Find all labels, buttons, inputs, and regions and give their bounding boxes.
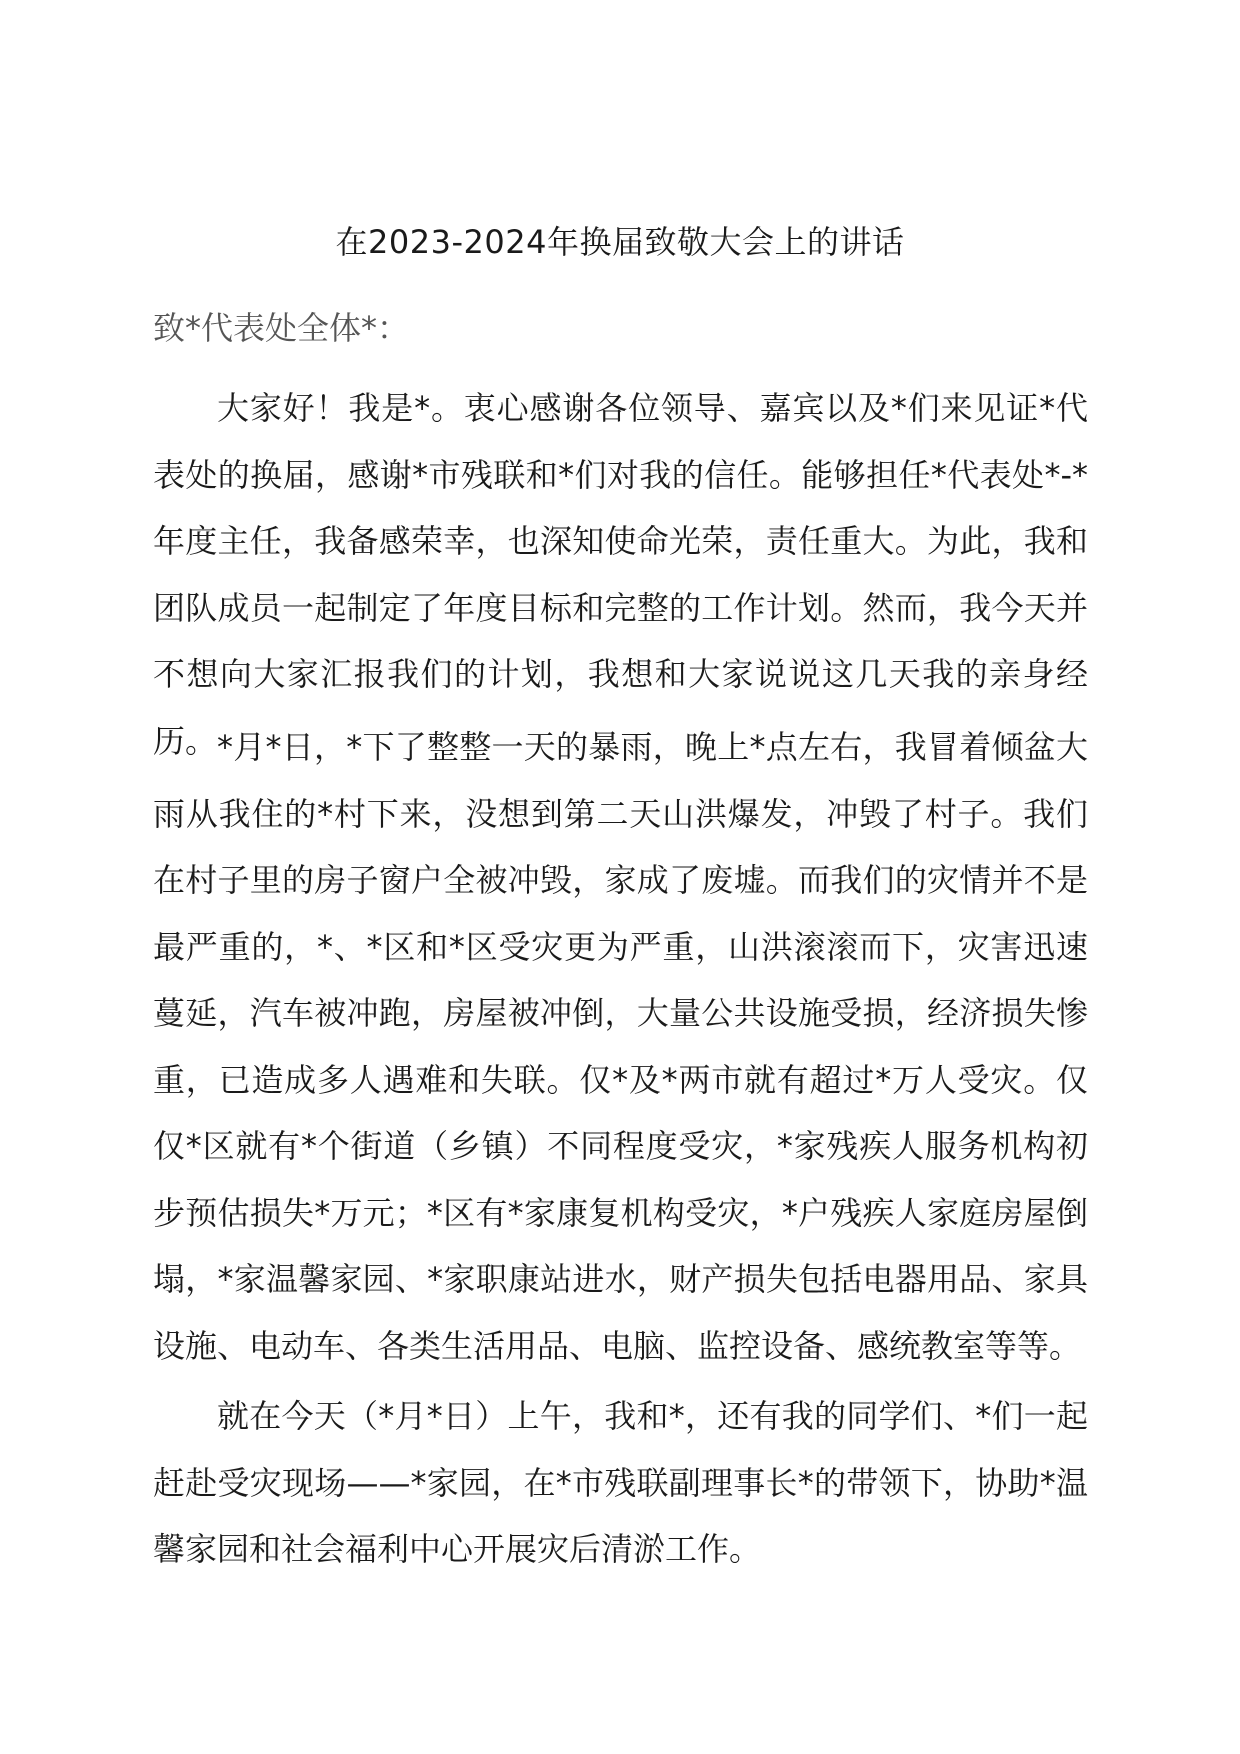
document-title: 在2023-2024年换届致敬大会上的讲话 xyxy=(335,223,905,261)
paragraph-today: 就在今天（*月*日）上午，我和*，还有我的同学们、*们一起赶赴受灾现场——*家园，在*市残联副理事长*的带领下，协助*温馨家园和社会福利中心开展灾后清淤工作。 xyxy=(153,1397,1088,1568)
salutation: 致*代表处全体*： xyxy=(153,309,410,347)
paragraph-intro: 大家好！我是*。衷心感谢各位领导、嘉宾以及*们来见证*代表处的换届，感谢*市残联和*们对我的信任。能够担任*代表处*-*年度主任，我备感荣幸，也深知使命光荣，责任重大。为此，我和团队成员一起制定了年度目标和完整的工作计划。然而，我今天并不想向大家汇报我们的计划，我想和大家说说这几天我的亲身经历。 xyxy=(153,389,1088,760)
paragraph-disaster: *月*日，*下了整整一天的暴雨，晚上*点左右，我冒着倾盆大雨从我住的*村下来，没想到第二天山洪爆发，冲毁了村子。我们在村子里的房子窗户全被冲毁，家成了废墟。而我们的灾情并不是最严重的，*、*区和*区受灾更为严重，山洪滚滚而下，灾害迅速蔓延，汽车被冲跑，房屋被冲倒，大量公共设施受损，经济损失惨重，已造成多人遇难和失联。仅*及*两市就有超过*万人受灾。仅仅*区就有*个街道（乡镇）不同程度受灾，*家残疾人服务机构初步预估损失*万元；*区有*家康复机构受灾，*户残疾人家庭房屋倒塌，*家温馨家园、*家职康站进水，财产损失包括电器用品、家具设施、电动车、各类生活用品、电脑、监控设备、感统教室等等。 xyxy=(153,728,1088,1365)
